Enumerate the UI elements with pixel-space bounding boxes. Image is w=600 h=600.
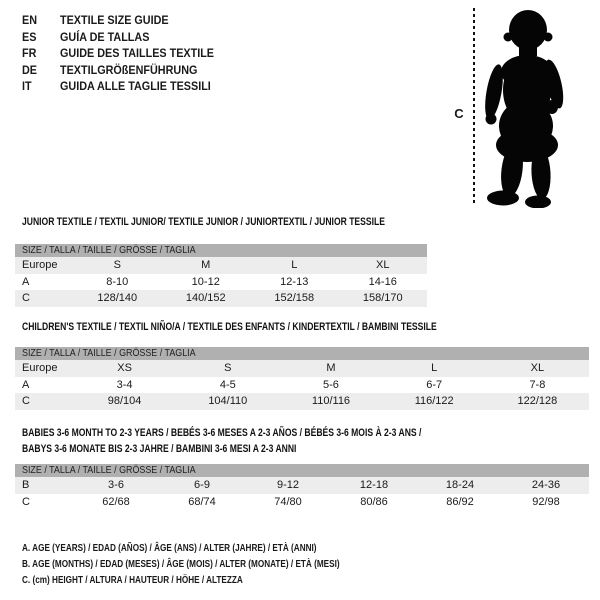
size-value-cell: 122/128 xyxy=(517,395,558,407)
size-value-cell: XS xyxy=(117,362,132,374)
children-table-row xyxy=(15,377,589,394)
junior-table-header-bar xyxy=(15,244,427,257)
size-value-cell: 98/104 xyxy=(107,395,142,407)
size-header-text: SIZE / TALLA / TAILLE / GRÖSSE / TAGLIA xyxy=(22,464,196,476)
size-value-cell: 86/92 xyxy=(446,495,474,508)
size-value-cell: 10-12 xyxy=(191,275,220,288)
size-value-cell: 110/116 xyxy=(311,395,351,407)
row-label: A xyxy=(22,378,30,391)
children-table-header-bar xyxy=(15,347,589,360)
size-value-cell: 74/80 xyxy=(274,495,302,508)
language-title: GUIDE DES TAILLES TEXTILE xyxy=(60,46,215,60)
size-value-cell: L xyxy=(431,362,438,374)
size-header-text: SIZE / TALLA / TAILLE / GRÖSSE / TAGLIA xyxy=(22,244,196,256)
row-label: A xyxy=(22,275,30,288)
size-value-cell: 92/98 xyxy=(532,495,560,508)
baby-silhouette xyxy=(481,6,571,208)
babies-table-title-line xyxy=(22,442,534,458)
height-measure-label: C xyxy=(454,106,464,121)
childrens-section-title xyxy=(22,320,554,336)
size-header-text: SIZE / TALLA / TAILLE / GRÖSSE / TAGLIA xyxy=(22,347,196,359)
size-value-cell: 140/152 xyxy=(185,292,226,304)
size-value-cell: 14-16 xyxy=(368,275,397,288)
footnote-text: B. AGE (MONTHS) / EDAD (MESES) / ÂGE (MOIS) / ALTER (MONATE) / ETÀ (MESI) xyxy=(22,558,340,570)
footnote-line xyxy=(22,556,429,572)
size-value-cell: 6-7 xyxy=(426,378,443,391)
row-label: Europe xyxy=(22,259,58,271)
footnote-line xyxy=(22,572,429,588)
size-value-cell: 5-6 xyxy=(323,378,339,391)
babies-size-table xyxy=(15,464,589,510)
junior-table-title-line xyxy=(22,215,487,231)
size-value-cell: 62/68 xyxy=(102,495,130,508)
size-value-cell: 3-4 xyxy=(116,378,133,391)
legend-footnotes xyxy=(22,540,429,588)
children-table-row xyxy=(15,360,589,377)
row-label: C xyxy=(22,495,30,508)
junior-table-row xyxy=(15,274,427,291)
size-value-cell: 12-18 xyxy=(359,479,389,491)
size-value-cell: 6-9 xyxy=(194,479,210,491)
size-value-cell: S xyxy=(113,259,121,271)
baby-height-figure xyxy=(0,0,600,215)
size-value-cell: 158/170 xyxy=(362,292,403,304)
children-table-row xyxy=(15,393,589,410)
height-measure-line xyxy=(473,8,475,206)
babies-table-header-bar xyxy=(15,464,589,477)
title-text: CHILDREN'S TEXTILE / TEXTIL NIÑO/A / TEXTILE DES ENFANTS / KINDERTEXTIL / BAMBINI TESSILE xyxy=(22,321,437,333)
size-value-cell: M xyxy=(326,362,336,374)
language-code: ES xyxy=(22,29,37,44)
size-value-cell: 128/140 xyxy=(97,292,138,304)
size-value-cell: 9-12 xyxy=(276,479,300,491)
size-value-cell: 4-5 xyxy=(219,378,236,391)
babies-table-row xyxy=(15,477,589,494)
row-label: Europe xyxy=(22,362,58,374)
junior-size-table xyxy=(15,244,427,307)
size-value-cell: 18-24 xyxy=(445,479,475,491)
size-value-cell: XL xyxy=(376,259,390,271)
size-value-cell: 24-36 xyxy=(531,479,561,491)
size-value-cell: 12-13 xyxy=(280,275,309,288)
babies-section-title xyxy=(22,426,534,457)
row-label: C xyxy=(22,292,30,304)
size-value-cell: 8-10 xyxy=(106,275,129,288)
size-value-cell: 3-6 xyxy=(108,479,124,491)
children-table-title-line xyxy=(22,320,554,336)
language-title: GUÍA DE TALLAS xyxy=(60,29,150,44)
size-value-cell: M xyxy=(201,259,211,271)
size-value-cell: L xyxy=(291,259,298,271)
size-value-cell: S xyxy=(224,362,232,374)
language-title: TEXTILE SIZE GUIDE xyxy=(60,13,169,27)
babies-table-title-line xyxy=(22,426,534,442)
language-code: DE xyxy=(22,62,38,77)
language-title: TEXTILGRÖßENFÜHRUNG xyxy=(60,62,198,77)
footnote-line xyxy=(22,540,429,556)
row-label: C xyxy=(22,395,30,407)
childrens-size-table xyxy=(15,347,589,410)
language-code: IT xyxy=(22,79,32,93)
title-text: BABYS 3-6 MONATE BIS 2-3 JAHRE / BAMBINI 3-6 MESI A 2-3 ANNI xyxy=(22,442,297,455)
footnote-text: A. AGE (YEARS) / EDAD (AÑOS) / ÂGE (ANS) / ALTER (JAHRE) / ETÀ (ANNI) xyxy=(22,542,317,554)
language-title: GUIDA ALLE TAGLIE TESSILI xyxy=(60,79,211,93)
size-value-cell: XL xyxy=(530,362,545,374)
size-value-cell: 152/158 xyxy=(274,292,315,304)
size-value-cell: 68/74 xyxy=(188,495,216,508)
size-value-cell: 80/86 xyxy=(360,495,388,508)
size-value-cell: 7-8 xyxy=(529,378,546,391)
junior-table-row xyxy=(15,290,427,307)
size-value-cell: 116/122 xyxy=(414,395,454,407)
title-text: BABIES 3-6 MONTH TO 2-3 YEARS / BEBÉS 3-6 MESES A 2-3 AÑOS / BÉBÉS 3-6 MOIS À 2-3 ANS / xyxy=(22,427,422,439)
junior-section-title xyxy=(22,215,487,231)
size-value-cell: 104/110 xyxy=(208,395,248,407)
row-label: B xyxy=(22,479,30,491)
language-code: FR xyxy=(22,46,37,60)
babies-table-row xyxy=(15,494,589,511)
footnote-text: C. (cm) HEIGHT / ALTURA / HAUTEUR / HÖHE / ALTEZZA xyxy=(22,574,243,586)
title-text: JUNIOR TEXTILE / TEXTIL JUNIOR/ TEXTILE JUNIOR / JUNIORTEXTIL / JUNIOR TESSILE xyxy=(22,216,385,228)
language-code: EN xyxy=(22,13,38,27)
junior-table-row xyxy=(15,257,427,274)
